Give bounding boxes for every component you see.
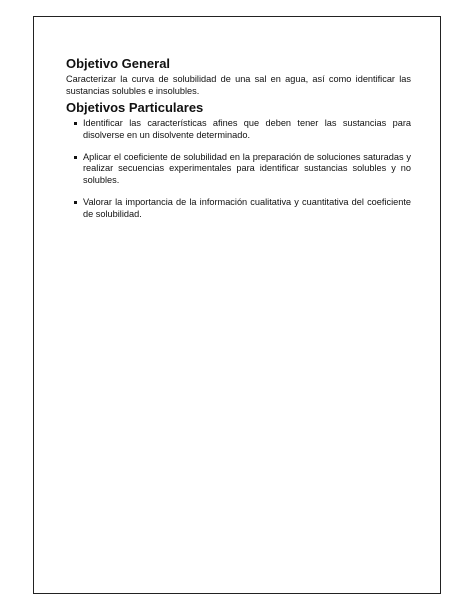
bullet-icon: [74, 156, 77, 159]
list-item: [66, 152, 411, 187]
list-item: [66, 197, 411, 221]
list-item-text: Aplicar el coeficiente de solubilidad en la preparación de soluciones saturadas y realizar secuencias experimentales para identificar sustancias solubles y no solubles.: [83, 151, 411, 186]
general-objective-text: Caracterizar la curva de solubilidad de una sal en agua, así como identificar las sustancias solubles e insolubles.: [66, 74, 411, 96]
general-objective-heading: Objetivo General: [66, 56, 171, 71]
list-item: [66, 118, 411, 142]
list-item-text: Identificar las características afines que deben tener las sustancias para disolverse en un disolvente determinado.: [83, 118, 411, 140]
bullet-icon: [74, 122, 77, 125]
list-item-text: Valorar la importancia de la información cualitativa y cuantitativa del coeficiente de solubilidad.: [83, 196, 411, 219]
bullet-icon: [74, 201, 77, 204]
particular-objectives-list: [66, 118, 411, 231]
particular-objectives-heading: Objetivos Particulares: [66, 100, 204, 115]
